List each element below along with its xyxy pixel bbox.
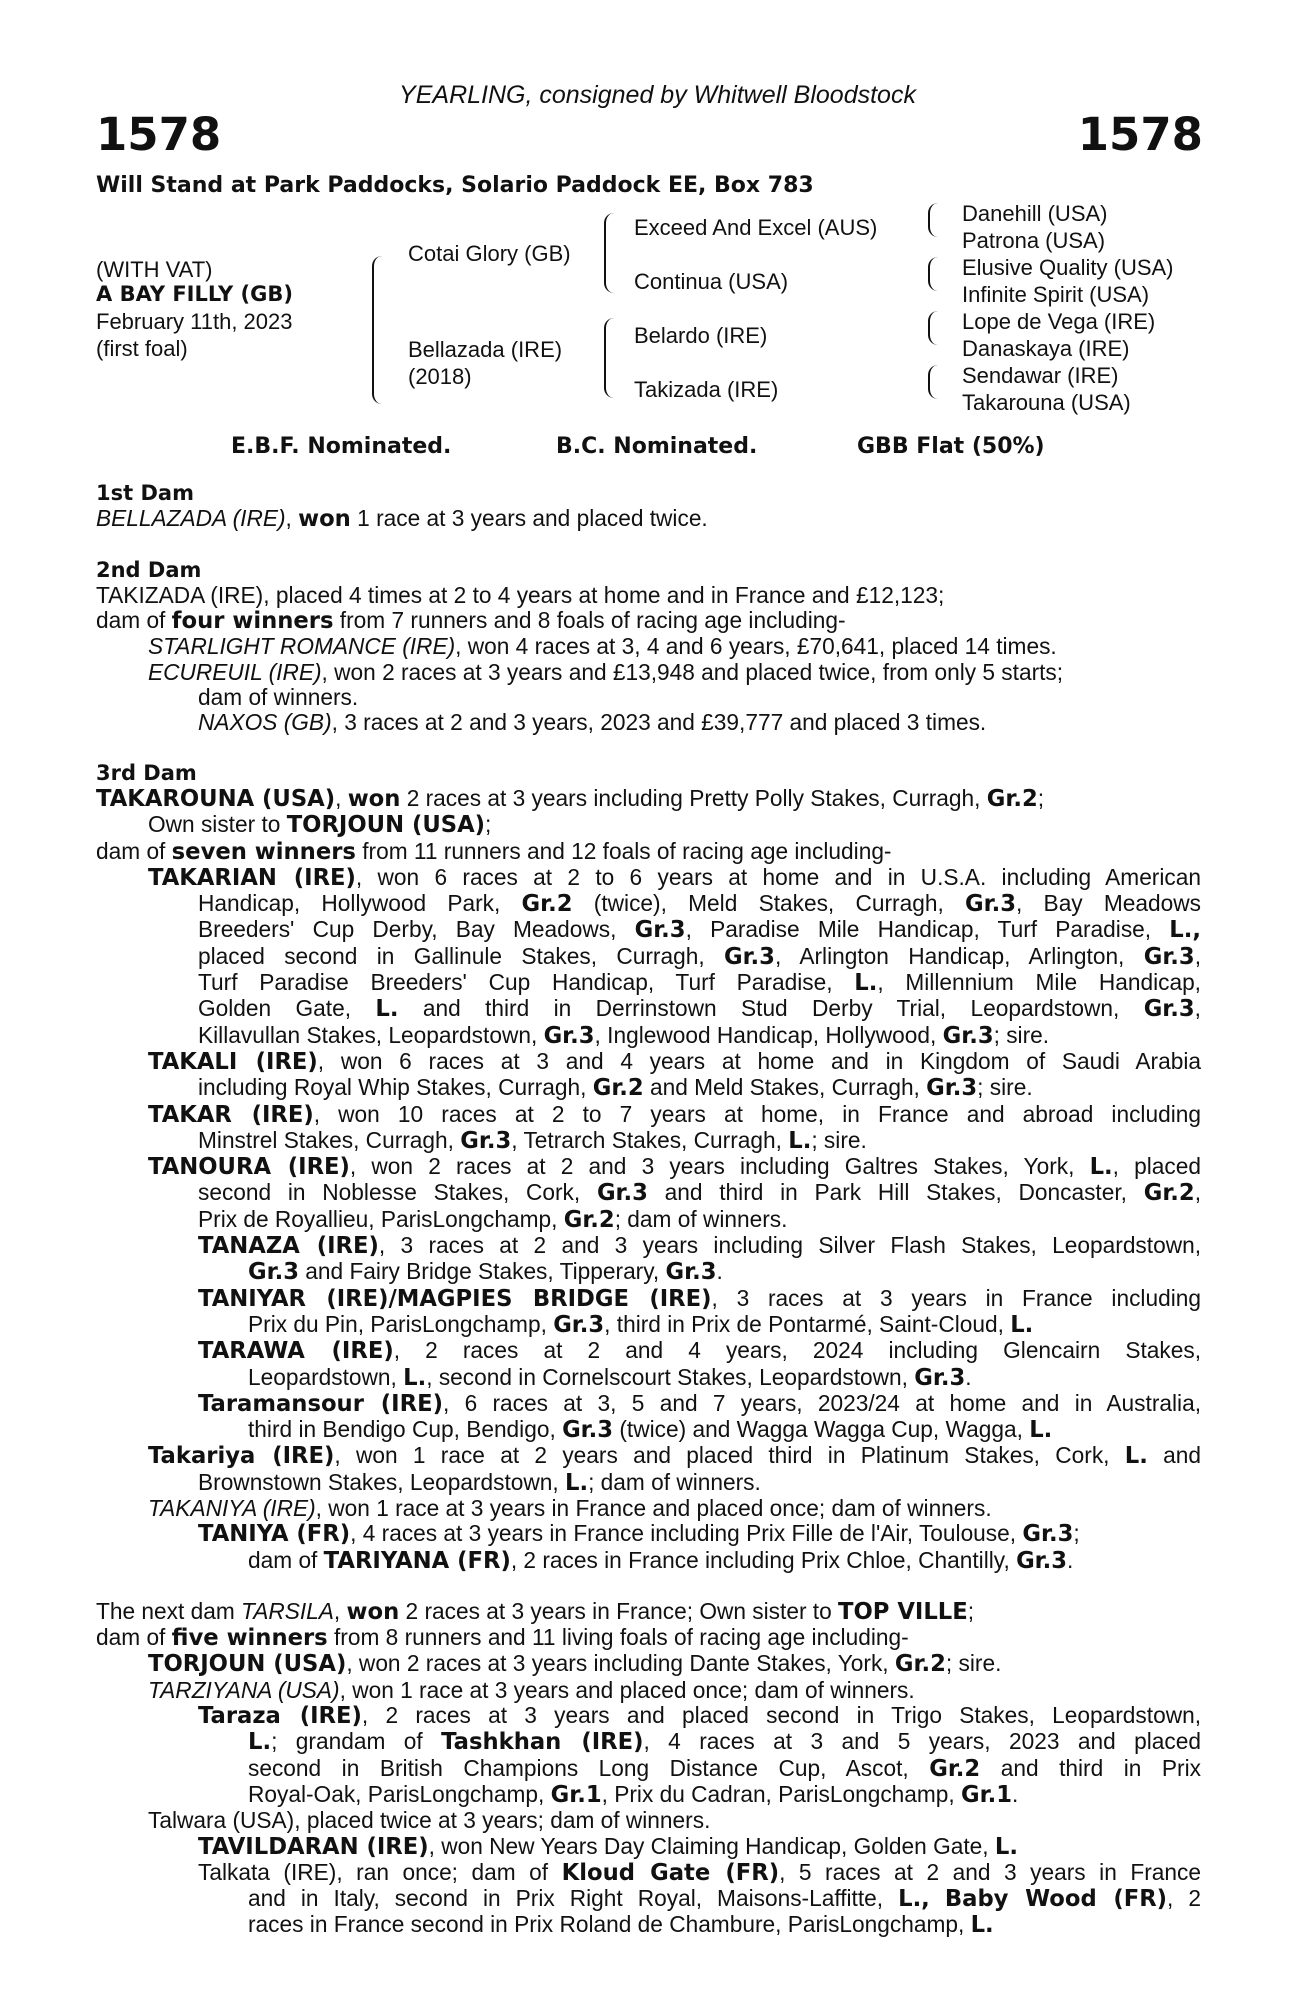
bc-nomination: B.C. Nominated. bbox=[556, 434, 758, 459]
gbb-nomination: GBB Flat (50%) bbox=[857, 434, 1045, 459]
dam-dam: Takizada (IRE) bbox=[634, 377, 779, 402]
first-dam-line: BELLAZADA (IRE), won 1 race at 3 years and placed twice. bbox=[96, 505, 708, 533]
third-dam-produce: dam of seven winners from 11 runners and 12 foals of racing age including- bbox=[96, 837, 892, 865]
second-dam-line: TAKIZADA (IRE), placed 4 times at 2 to 4 years at home and in France and £12,123; bbox=[96, 581, 945, 608]
third-dam-line: TAKAROUNA (USA), won 2 races at 3 years including Pretty Polly Stakes, Curragh, Gr.2; bbox=[96, 784, 1045, 812]
produce-tavildaran: TAVILDARAN (IRE), won New Years Day Claiming Handicap, Golden Gate, L. bbox=[198, 1832, 1018, 1860]
third-dam-own-sister: Own sister to TORJOUN (USA); bbox=[148, 811, 492, 839]
produce-torjoun: TORJOUN (USA), won 2 races at 3 years including Dante Stakes, York, Gr.2; sire. bbox=[148, 1650, 1002, 1678]
produce-talkata: Talkata (IRE), ran once; dam of Kloud Gate (FR), 5 races at 2 and 3 years in France bbox=[198, 1858, 1201, 1886]
produce-tarawa: TARAWA (IRE), 2 races at 2 and 4 years, 2024 including Glencairn Stakes, bbox=[198, 1337, 1202, 1365]
pedigree-brace-sd bbox=[928, 257, 940, 291]
dam: Bellazada (IRE) bbox=[408, 337, 563, 362]
next-dam-produce: dam of five winners from 8 runners and 11 living foals of racing age including- bbox=[96, 1624, 909, 1652]
next-dam-line: The next dam TARSILA, won 2 races at 3 years in France; Own sister to TOP VILLE; bbox=[96, 1597, 975, 1625]
ebf-nomination: E.B.F. Nominated. bbox=[231, 434, 452, 459]
produce-starlight-romance: STARLIGHT ROMANCE (IRE), won 4 races at 3, 4 and 6 years, £70,641, placed 14 times. bbox=[148, 633, 1057, 660]
produce-naxos: NAXOS (GB), 3 races at 2 and 3 years, 2023 and £39,777 and placed 3 times. bbox=[198, 709, 987, 736]
produce-taramansour: Taramansour (IRE), 6 races at 3, 5 and 7 years, 2023/24 at home and in Australia, bbox=[198, 1389, 1201, 1417]
sds: Elusive Quality (USA) bbox=[962, 255, 1174, 280]
pedigree-brace-main bbox=[372, 256, 384, 404]
second-dam-heading: 2nd Dam bbox=[96, 557, 202, 582]
pedigree-brace-sire bbox=[604, 213, 616, 293]
lot-number-right: 1578 bbox=[1077, 108, 1203, 161]
produce-takali: TAKALI (IRE), won 6 races at 3 and 4 years at home and in Kingdom of Saudi Arabia bbox=[148, 1047, 1201, 1075]
first-dam-name: BELLAZADA (IRE) bbox=[96, 505, 286, 532]
lot-number-left: 1578 bbox=[96, 108, 222, 161]
third-dam-heading: 3rd Dam bbox=[96, 760, 197, 785]
produce-talwara: Talwara (USA), placed twice at 3 years; dam of winners. bbox=[148, 1807, 711, 1834]
produce-taniya: TANIYA (FR), 4 races at 3 years in France including Prix Fille de l'Air, Toulouse, Gr.3; bbox=[198, 1520, 1080, 1548]
sire-dam: Continua (USA) bbox=[634, 269, 789, 294]
horse-name: A BAY FILLY (GB) bbox=[96, 282, 293, 306]
stand-location: Will Stand at Park Paddocks, Solario Paddock EE, Box 783 bbox=[96, 173, 814, 198]
first-dam-heading: 1st Dam bbox=[96, 481, 194, 505]
sire: Cotai Glory (GB) bbox=[408, 241, 571, 266]
dam-sire: Belardo (IRE) bbox=[634, 323, 768, 348]
dsd: Danaskaya (IRE) bbox=[962, 336, 1130, 361]
produce-takariya: Takariya (IRE), won 1 race at 2 years and placed third in Platinum Stakes, Cork, L. and bbox=[148, 1442, 1201, 1470]
sss: Danehill (USA) bbox=[962, 201, 1108, 226]
catalogue-body: 1st Dam BELLAZADA (IRE), won 1 race at 3 years and placed twice. 2nd Dam TAKIZADA (IRE), placed 4 times at 2 to 4 years at home and in France and £12,123; dam of four winners from 7 runners and 8 foals of racing age including- STARLIGHT ROMANCE (IRE), won 4 races at 3, 4 and 6 years, £70,641, placed 14 times. ECUREUIL (IRE), won 2 races at 3 years and £13,948 and placed twice, from only 5 starts; dam of winners. NAXOS (GB), 3 races at 2 and 3 years, 2023 and £39,777 and placed 3 times. 3rd Dam TAKAROUNA (USA), won 2 races at 3 years including Pretty Polly Stakes, Curragh, Gr.2; Own sister to TORJOUN (USA); dam of seven winners from 11 runners and 12 foals of racing age including- TAKARIAN (IRE), won 6 races at 2 to 6 years at home and in U.S.A. including American Handicap, Hollywood Park, Gr.2 (twice), Meld Stakes, Curragh, Gr.3, Bay Meadows Breeders' Cup Derby, Bay Meadows, Gr.3, Paradise Mile Handicap, Turf Paradise, L., placed second in Gallinule Stakes, Curragh, Gr.3, Arlington Handicap, Arlington, Gr.3, Turf Paradise Breeders' Cup Handicap, Turf Paradise, L., Millennium Mile Handicap, Golden Gate, L. and third in Derrinstown Stud Derby Trial, Leopardstown, Gr.3, Killavullan Stakes, Leopardstown, Gr.3, Inglewood Handicap, Hollywood, Gr.3; sire. TAKALI (IRE), won 6 races at 3 and 4 years at home and in Kingdom of Saudi Arabia including Royal Whip Stakes, Curragh, Gr.2 and Meld Stakes, Curragh, Gr.3; sire. TAKAR (IRE), won 10 races at 2 to 7 years at home, in France and abroad including Minstrel Stakes, Curragh, Gr.3, Tetrarch Stakes, Curragh, L.; sire. TANOURA (IRE), won 2 races at 2 and 3 years including Galtres Stakes, York, L., placed second in Noblesse Stakes, Cork, Gr.3 and third in Park Hill Stakes, Doncaster, Gr.2, Prix de Royallieu, ParisLongchamp, Gr.2; dam of winners. TANAZA (IRE), 3 races at 2 and 3 years including Silver Flash Stakes, Leopardstown, Gr.3 and Fairy Bridge Stakes, Tipperary, Gr.3. TANIYAR (IRE)/MAGPIES BRIDGE (IRE), 3 races at 3 years in France including Prix du Pin, ParisLongchamp, Gr.3, third in Prix de Pontarmé, Saint-Cloud, L. TARAWA (IRE), 2 races at 2 and 4 years, 2024 including Glencairn Stakes, Leopardstown, L., second in Cornelscourt Stakes, Leopardstown, Gr.3. Taramansour (IRE), 6 races at 3, 5 and 7 years, 2023/24 at home and in Australia, third in Bendigo Cup, Bendigo, Gr.3 (twice) and Wagga Wagga Cup, Wagga, L. Takariya (IRE), won 1 race at 2 years and placed third in Platinum Stakes, Cork, L. and Brownstown Stakes, Leopardstown, L.; dam of winners. TAKANIYA (IRE), won 1 race at 3 years in France and placed once; dam of winners. TANIYA (FR), 4 races at 3 years in France including Prix Fille de l'Air, Toulouse, Gr.3; dam of TARIYANA (FR), 2 races in France including Prix Chloe, Chantilly, Gr.3. The next dam TARSILA, won 2 races at 3 years in France; Own sister to TOP VILLE; dam of five winners from 8 runners and 11 living foals of racing age including- TORJOUN (USA), won 2 races at 3 years including Dante Stakes, York, Gr.2; sire. TARZIYANA (USA), won 1 race at 3 years and placed once; dam of winners. Taraza (IRE), 2 races at 3 years and placed second in Trigo Stakes, Leopardstown, L.; grandam of Tashkhan (IRE), 4 races at 3 and 5 years, 2023 and placed second in British Champions Long Distance Cup, Ascot, Gr.2 and third in Prix Royal-Oak, ParisLongchamp, Gr.1, Prix du Cadran, ParisLongchamp, Gr.1. Talwara (USA), placed twice at 3 years; dam of winners. TAVILDARAN (IRE), won New Years Day Claiming Handicap, Golden Gate, L. Talkata (IRE), ran once; dam of Kloud Gate (FR), 5 races at 2 and 3 years in France and in Italy, second in Prix Right Royal, Maisons-Laffitte, L., Baby Wood (FR), 2 races in France second in Prix Roland de Chambure, ParisLongchamp, L. bbox=[96, 481, 1202, 1939]
sire-sire: Exceed And Excel (AUS) bbox=[634, 215, 878, 240]
produce-tanoura: TANOURA (IRE), won 2 races at 2 and 3 years including Galtres Stakes, York, L., placed bbox=[148, 1153, 1201, 1181]
produce-takaniya: TAKANIYA (IRE), won 1 race at 3 years in France and placed once; dam of winners. bbox=[148, 1494, 992, 1521]
produce-tanaza: TANAZA (IRE), 3 races at 2 and 3 years including Silver Flash Stakes, Leopardstown, bbox=[198, 1232, 1202, 1260]
pedigree-brace-ss bbox=[928, 203, 940, 237]
foal-note: (first foal) bbox=[96, 336, 188, 361]
foaling-date: February 11th, 2023 bbox=[96, 309, 293, 334]
pedigree-brace-dd bbox=[928, 365, 940, 399]
produce-ecureuil: ECUREUIL (IRE), won 2 races at 3 years and £13,948 and placed twice, from only 5 starts; bbox=[148, 658, 1064, 685]
produce-taraza: Taraza (IRE), 2 races at 3 years and placed second in Trigo Stakes, Leopardstown, bbox=[198, 1702, 1201, 1730]
ddd: Takarouna (USA) bbox=[962, 390, 1131, 415]
produce-taniyar: TANIYAR (IRE)/MAGPIES BRIDGE (IRE), 3 races at 3 years in France including bbox=[198, 1284, 1201, 1312]
consignor-header: YEARLING, consigned by Whitwell Bloodstock bbox=[399, 81, 916, 109]
ssd: Patrona (USA) bbox=[962, 228, 1106, 253]
dss: Lope de Vega (IRE) bbox=[962, 309, 1156, 334]
produce-takar: TAKAR (IRE), won 10 races at 2 to 7 years at home, in France and abroad including bbox=[148, 1100, 1201, 1128]
second-dam-produce: dam of four winners from 7 runners and 8 foals of racing age including- bbox=[96, 607, 846, 635]
produce-ecureuil-cont: dam of winners. bbox=[198, 684, 359, 711]
pedigree-brace-ds bbox=[928, 311, 940, 345]
produce-tarziyana: TARZIYANA (USA), won 1 race at 3 years and placed once; dam of winners. bbox=[148, 1676, 915, 1703]
dam-year: (2018) bbox=[408, 364, 472, 389]
vat-note: (WITH VAT) bbox=[96, 257, 213, 282]
pedigree-brace-dam bbox=[604, 318, 616, 398]
dds: Sendawar (IRE) bbox=[962, 363, 1119, 388]
sdd: Infinite Spirit (USA) bbox=[962, 282, 1150, 307]
produce-takarian: TAKARIAN (IRE), won 6 races at 2 to 6 years at home and in U.S.A. including American bbox=[148, 863, 1201, 891]
